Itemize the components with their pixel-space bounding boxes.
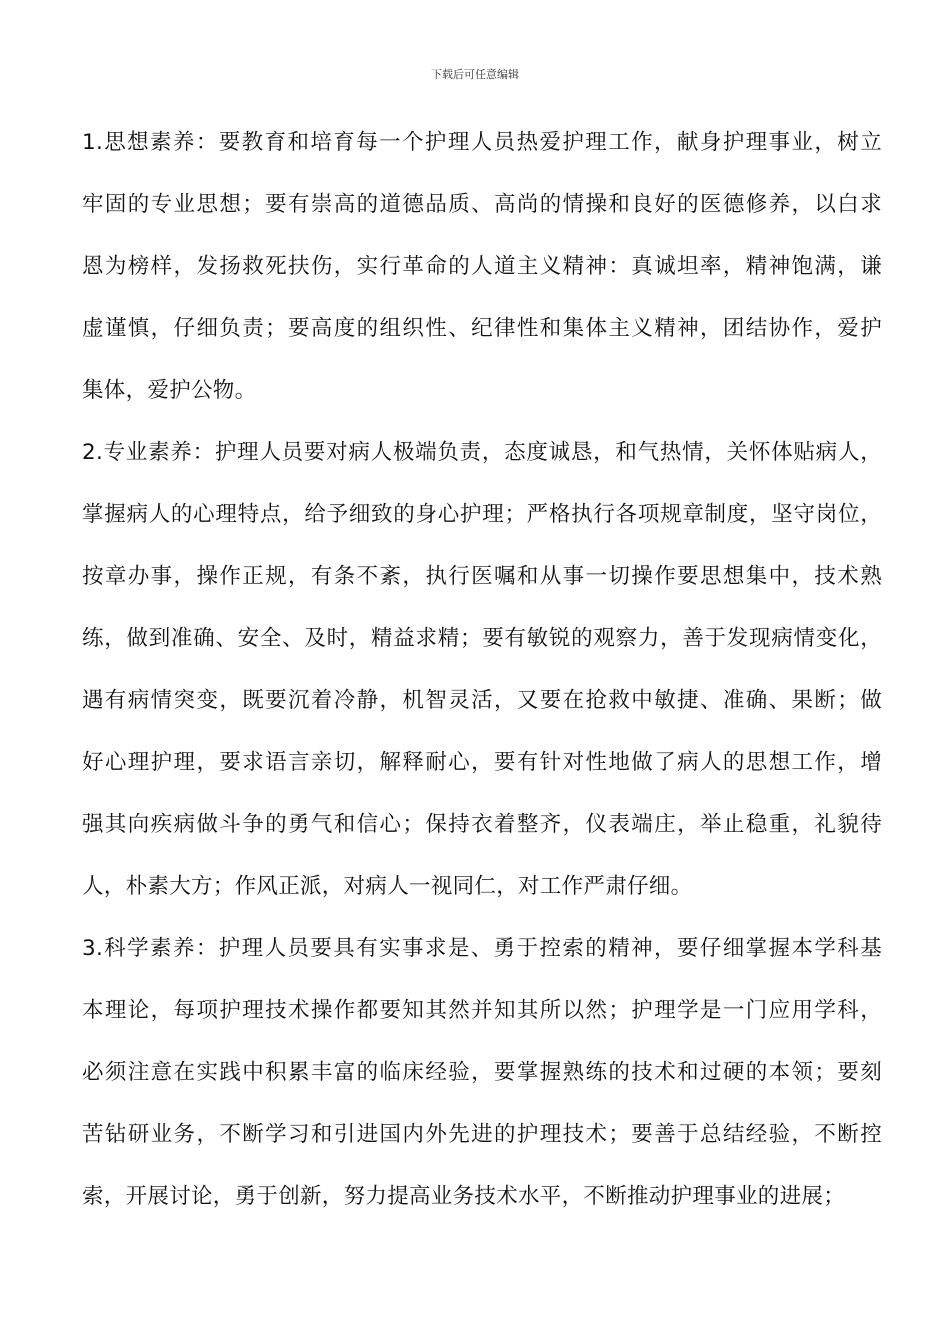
text-line: 索，开展讨论，勇于创新，努力提高业务技术水平，不断推动护理事业的进展；: [82, 1184, 846, 1209]
document-body: [82, 112, 882, 1228]
text-line: 掌握病人的心理特点，给予细致的身心护理；严格执行各项规章制度，坚守岗位，: [82, 502, 882, 527]
text-line: 强其向疾病做斗争的勇气和信心；保持衣着整齐，仪表端庄，举止稳重，礼貌待: [82, 812, 882, 837]
text-line: 恩为榜样，发扬救死扶伤，实行革命的人道主义精神：真诚坦率，精神饱满，谦: [82, 254, 882, 279]
text-line: 好心理护理，要求语言亲切，解释耐心，要有针对性地做了病人的思想工作，增: [82, 750, 882, 775]
text-line: 1.思想素养：要教育和培育每一个护理人员热爱护理工作，献身护理事业，树立: [82, 130, 882, 155]
text-line: 虚谨慎，仔细负责；要高度的组织性、纪律性和集体主义精神，团结协作，爱护: [82, 316, 882, 341]
text-line: 集体，爱护公物。: [82, 378, 257, 403]
paragraph-professional-quality: [82, 422, 882, 918]
page-header: 下载后可任意编辑: [431, 68, 519, 81]
text-line: 牢固的专业思想；要有崇高的道德品质、高尚的情操和良好的医德修养，以白求: [82, 192, 882, 217]
text-line: 遇有病情突变，既要沉着冷静，机智灵活，又要在抢救中敏捷、准确、果断；做: [82, 688, 882, 713]
text-line: 2.专业素养：护理人员要对病人极端负责，态度诚恳，和气热情，关怀体贴病人，: [82, 440, 882, 465]
text-line: 必须注意在实践中积累丰富的临床经验，要掌握熟练的技术和过硬的本领；要刻: [82, 1060, 882, 1085]
text-line: 本理论，每项护理技术操作都要知其然并知其所以然；护理学是一门应用学科，: [82, 998, 882, 1023]
paragraph-ideological-quality: [82, 112, 882, 422]
text-line: 3.科学素养：护理人员要具有实事求是、勇于控索的精神，要仔细掌握本学科基: [82, 936, 882, 961]
text-line: 人，朴素大方；作风正派，对病人一视同仁，对工作严肃仔细。: [82, 874, 693, 899]
text-line: 苦钻研业务，不断学习和引进国内外先进的护理技术；要善于总结经验，不断控: [82, 1122, 882, 1147]
text-line: 练，做到准确、安全、及时，精益求精；要有敏锐的观察力，善于发现病情变化，: [82, 626, 882, 651]
paragraph-scientific-quality: [82, 918, 882, 1228]
text-line: 按章办事，操作正规，有条不紊，执行医嘱和从事一切操作要思想集中，技术熟: [82, 564, 882, 589]
